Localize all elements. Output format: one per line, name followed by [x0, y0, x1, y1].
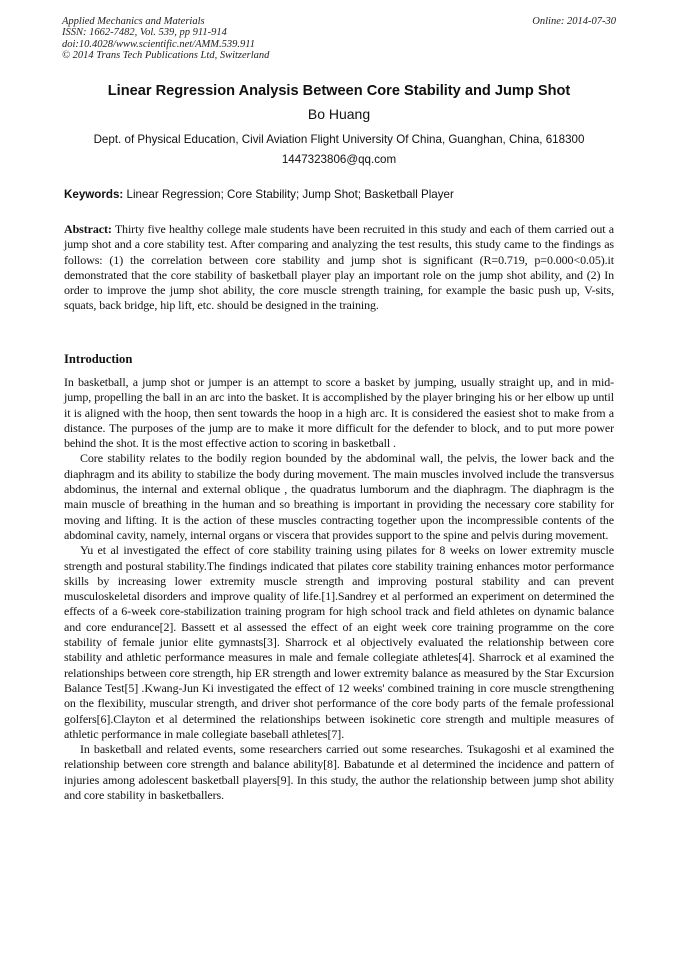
author-email: 1447323806@qq.com — [281, 153, 397, 166]
paragraph: In basketball and related events, some researchers carried out some researches. Tsukagoshi et al examined the relationship between core strength and balance ability[8]. Babatunde et al determined the incidence and pattern of injuries among adolescent basketball players[9]. In this study, the author the relationship between jump shot ability and core stability in basketballers. — [64, 742, 614, 803]
paragraph: In basketball, a jump shot or jumper is an attempt to score a basket by jumping, usually straight up, and in mid-jump, propelling the ball in an arc into the basket. It is accomplished by the player bringing his or her elbow up until it is aligned with the hoop, then sent towards the hoop in a high arc. It is considered the easiest shot to make from a distance. The purposes of the jump are to make it more difficult for the defender to block, and to put more power behind the shot. It is the most effective action to scoring in basketball . — [64, 375, 614, 451]
author-name: Bo Huang — [307, 106, 371, 122]
introduction-body — [64, 375, 614, 803]
journal-name: Applied Mechanics and Materials — [62, 16, 205, 27]
issn-line: ISSN: 1662-7482, Vol. 539, pp 911-914 — [62, 27, 227, 39]
introduction-heading: Introduction — [64, 352, 133, 366]
copyright-line: © 2014 Trans Tech Publications Ltd, Switzerland — [62, 50, 270, 62]
abstract — [64, 222, 614, 314]
abstract-label: Abstract: — [64, 222, 112, 236]
keywords — [64, 188, 624, 201]
affiliation: Dept. of Physical Education, Civil Aviation Flight University Of China, Guanghan, China, 618300 — [93, 133, 585, 146]
doi-line: doi:10.4028/www.scientific.net/AMM.539.911 — [62, 38, 255, 50]
paragraph: Core stability relates to the bodily region bounded by the abdominal wall, the pelvis, the lower back and the diaphragm and its ability to stabilize the body during movement. The main muscles involved include the transversus abdominus, the internal and external oblique , the quadratus lumborum and the diaphragm. The diaphragm is the main muscle of breathing in the human and so breathing is important in providing the necessary core stability for moving and lifting. It is the action of these muscles contracting together upon the incompressible contents of the abdominal cavity, namely, internal organs or viscera that provides support to the spine and pelvis during movement. — [64, 451, 614, 542]
journal-header — [62, 16, 616, 62]
keywords-label: Keywords: — [64, 188, 124, 201]
paper-title: Linear Regression Analysis Between Core Stability and Jump Shot — [107, 83, 571, 99]
online-date: Online: 2014-07-30 — [532, 16, 616, 27]
abstract-text: Thirty five healthy college male students have been recruited in this study and each of them carried out a jump shot and a core stability test. After comparing and analyzing the test results, this study came to the findings as follows: (1) the correlation between core stability and jump shot is significant (R=0.719, p=0.000<0.05).it demonstrated that the core stability of basketball player play an important role on the jump shot ability, and (2) In order to improve the jump shot ability, the core muscle strength training, for example the basic push up, V-sits, squats, back bridge, hip lift, etc. should be designed in the training. — [64, 222, 614, 313]
paragraph: Yu et al investigated the effect of core stability training using pilates for 8 weeks on lower extremity muscle strength and postural stability.The findings indicated that pilates core stability training enhances motor performance skills by increasing lower extremity muscle strength and improving postural stability and can prevent musculoskeletal disorders and improve quality of life.[1].Sandrey et al performed an experiment on determined the effects of a 6-week core-stabilization training program for high school track and field athletes on dynamic balance and core endurance[2]. Bassett et al assessed the effect of an eight week core training programme on the core stability of female junior elite gymnasts[3]. Sharrock et al objectively evaluated the relationship between core stability and athletic performance measures in male and female collegiate athletes[4]. Sharrock et al examined the relationships between core strength, hip ER strength and lower extremity balance as measured by the Star Excursion Balance Test[5] .Kwang-Jun Ki investigated the effect of 12 weeks' combined training in core muscle strengthening on the flexibility, muscular strength, and driver shot performance of the core body parts of the female professional golfers[6].Clayton et al determined the relationships between isokinetic core strength and multiple measures of athletic performance in male collegiate baseball athletes[7]. — [64, 543, 614, 741]
keywords-text: Linear Regression; Core Stability; Jump Shot; Basketball Player — [123, 188, 454, 201]
